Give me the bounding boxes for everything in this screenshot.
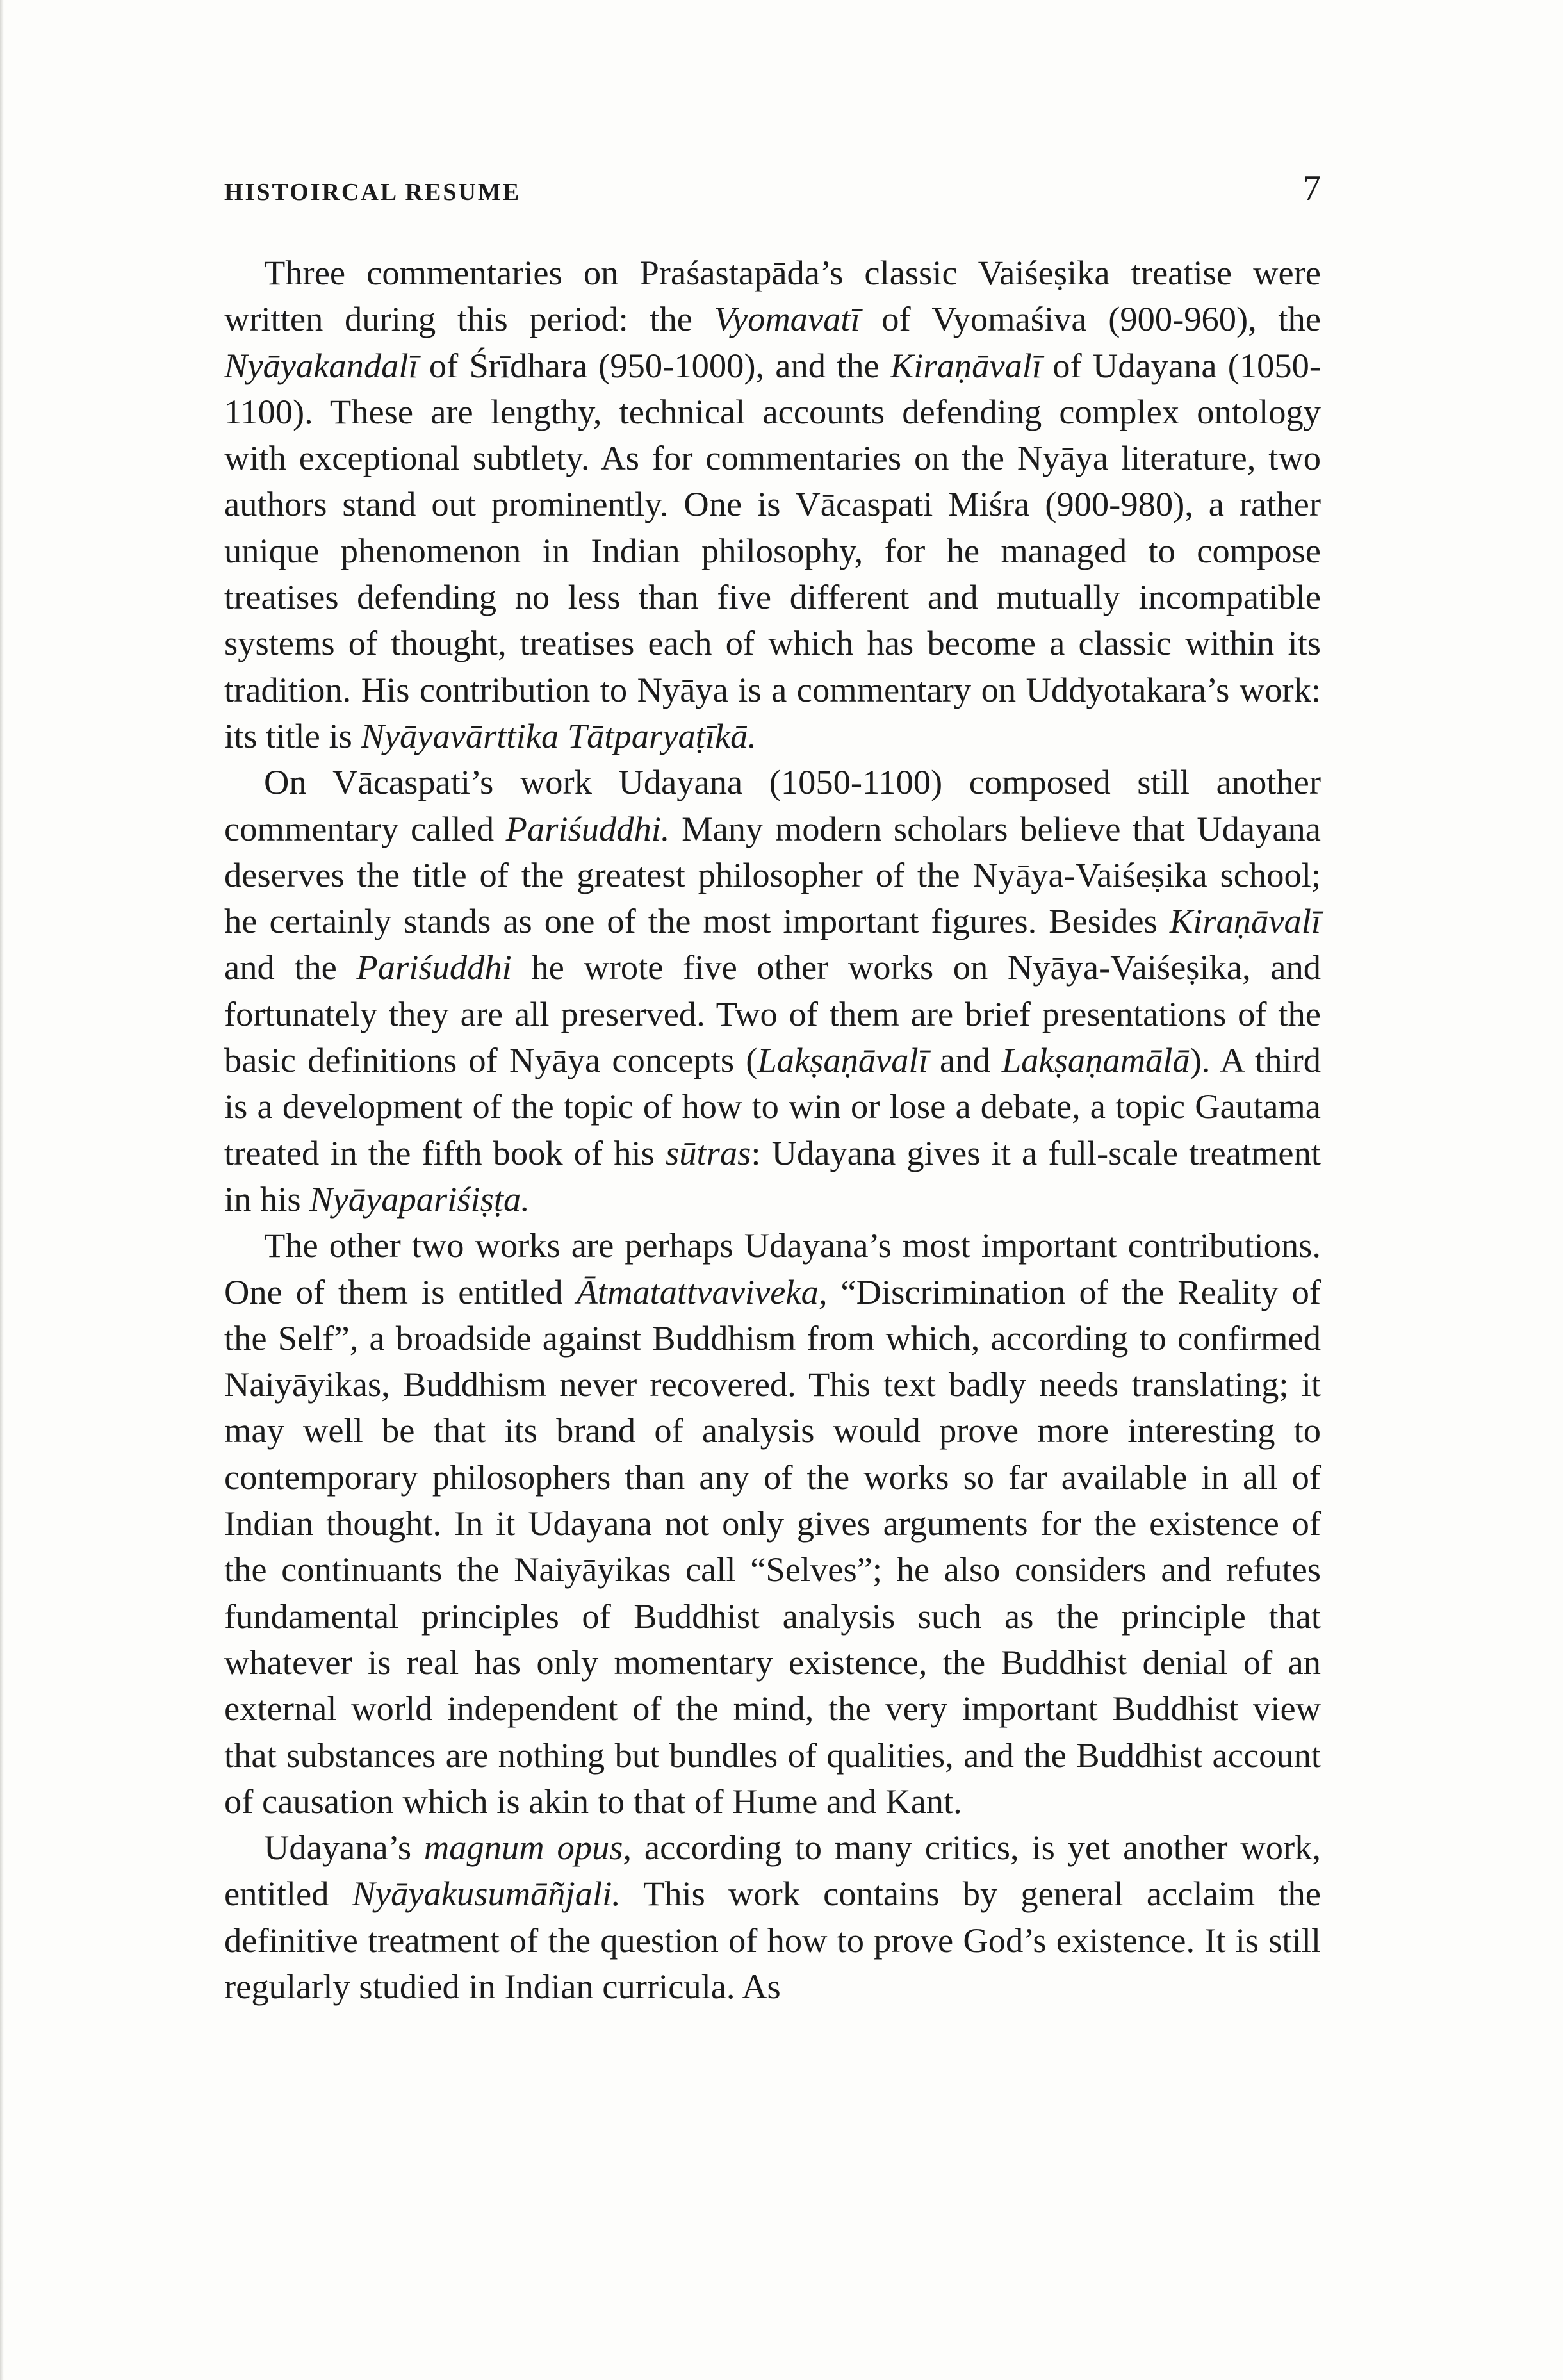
- body-text: [224, 250, 1321, 2010]
- title-laksanamala: Lakṣaṇamālā: [1001, 1040, 1190, 1080]
- page-number: 7: [1303, 168, 1321, 208]
- paragraph-2: On Vācaspati’s work Udayana (1050-1100) composed still another commentary called Pariśuddhi. Many modern scholars believe that Udayana deserves the title of the greatest philosopher of the Nyāya-Vaiśeṣika school; he certainly stands as one of the most important figures. Besides Kiraṇāvalī and the Pariśuddhi he wrote five other works on Nyāya-Vaiśeṣika, and fortunately they are all preserved. Two of them are brief presentations of the basic definitions of Nyāya concepts (Lakṣaṇāvalī and Lakṣaṇamālā). A third is a development of the topic of how to win or lose a debate, a topic Gautama treated in the fifth book of his sūtras: Udayana gives it a full-scale treatment in his Nyāyapariśiṣṭa.: [224, 762, 1322, 1219]
- title-nyayakandali: Nyāyakandalī: [224, 345, 418, 385]
- running-head: HISTOIRCAL RESUME: [224, 179, 521, 206]
- title-kiranavali: Kiraṇāvalī: [1169, 901, 1321, 941]
- title-tatparyatika: Nyāyavārttika Tātparyaṭīkā.: [361, 716, 757, 755]
- paragraph-1: Three commentaries on Praśastapāda’s classic Vaiśeṣika treatise were written during this period: the Vyomavatī of Vyomaśiva (900-960), the Nyāyakandalī of Śrīdhara (950-1000), and the Kiraṇāvalī of Udayana (1050-1100). These are lengthy, technical accounts defending complex ontology with exceptional subtlety. As for commentaries on the Nyāya literature, two authors stand out prominently. One is Vācaspati Miśra (900-980), a rather unique phenomenon in Indian philosophy, for he managed to compose treatises defending no less than five different and mutually incompatible systems of thought, treatises each of which has become a classic within its tradition. His contribution to Nyāya is a commentary on Uddyotakara’s work: its title is Nyāyavārttika Tātparyaṭīkā.: [224, 253, 1321, 755]
- term-magnum-opus: magnum opus,: [423, 1828, 632, 1867]
- scan-edge: [0, 0, 4, 2380]
- title-nyayakusumanjali: Nyāyakusumāñjali.: [352, 1874, 621, 1914]
- paragraph-4: Udayana’s magnum opus, according to many critics, is yet another work, entitled Nyāyakusumāñjali. This work contains by general acclaim the definitive treatment of the question of how to prove God’s existence. It is still regularly studied in Indian curricula. As: [224, 1828, 1321, 2006]
- title-parisuddhi: Pariśuddhi: [356, 948, 512, 987]
- title-atmatattvaviveka: Ātmatattvaviveka,: [576, 1272, 828, 1311]
- term-sutras: sūtras: [666, 1133, 751, 1172]
- paragraph-3: The other two works are perhaps Udayana’s most important contributions. One of them is entitled Ātmatattvaviveka, “Discrimination of the Reality of the Self”, a broadside against Buddhism from which, according to confirmed Naiyāyikas, Buddhism never recovered. This text badly needs translating; it may well be that its brand of analysis would prove more interesting to contemporary philosophers than any of the works so far available in all of Indian thought. In it Udayana not only gives arguments for the existence of the continuants the Naiyāyikas call “Selves”; he also considers and refutes fundamental principles of Buddhist analysis such as the principle that whatever is real has only momentary existence, the Buddhist denial of an external world independent of the mind, the very important Buddhist view that substances are nothing but bundles of qualities, and the Buddhist account of causation which is akin to that of Hume and Kant.: [224, 1226, 1322, 1821]
- title-parisuddhi: Pariśuddhi.: [505, 808, 670, 848]
- title-nyayaparisista: Nyāyapariśiṣṭa.: [309, 1179, 530, 1219]
- title-vyomavati: Vyomavatī: [714, 299, 860, 339]
- title-kiranavali: Kiraṇāvalī: [890, 345, 1042, 385]
- page-header: [224, 168, 1321, 209]
- title-laksanavali: Lakṣaṇāvalī: [757, 1040, 928, 1080]
